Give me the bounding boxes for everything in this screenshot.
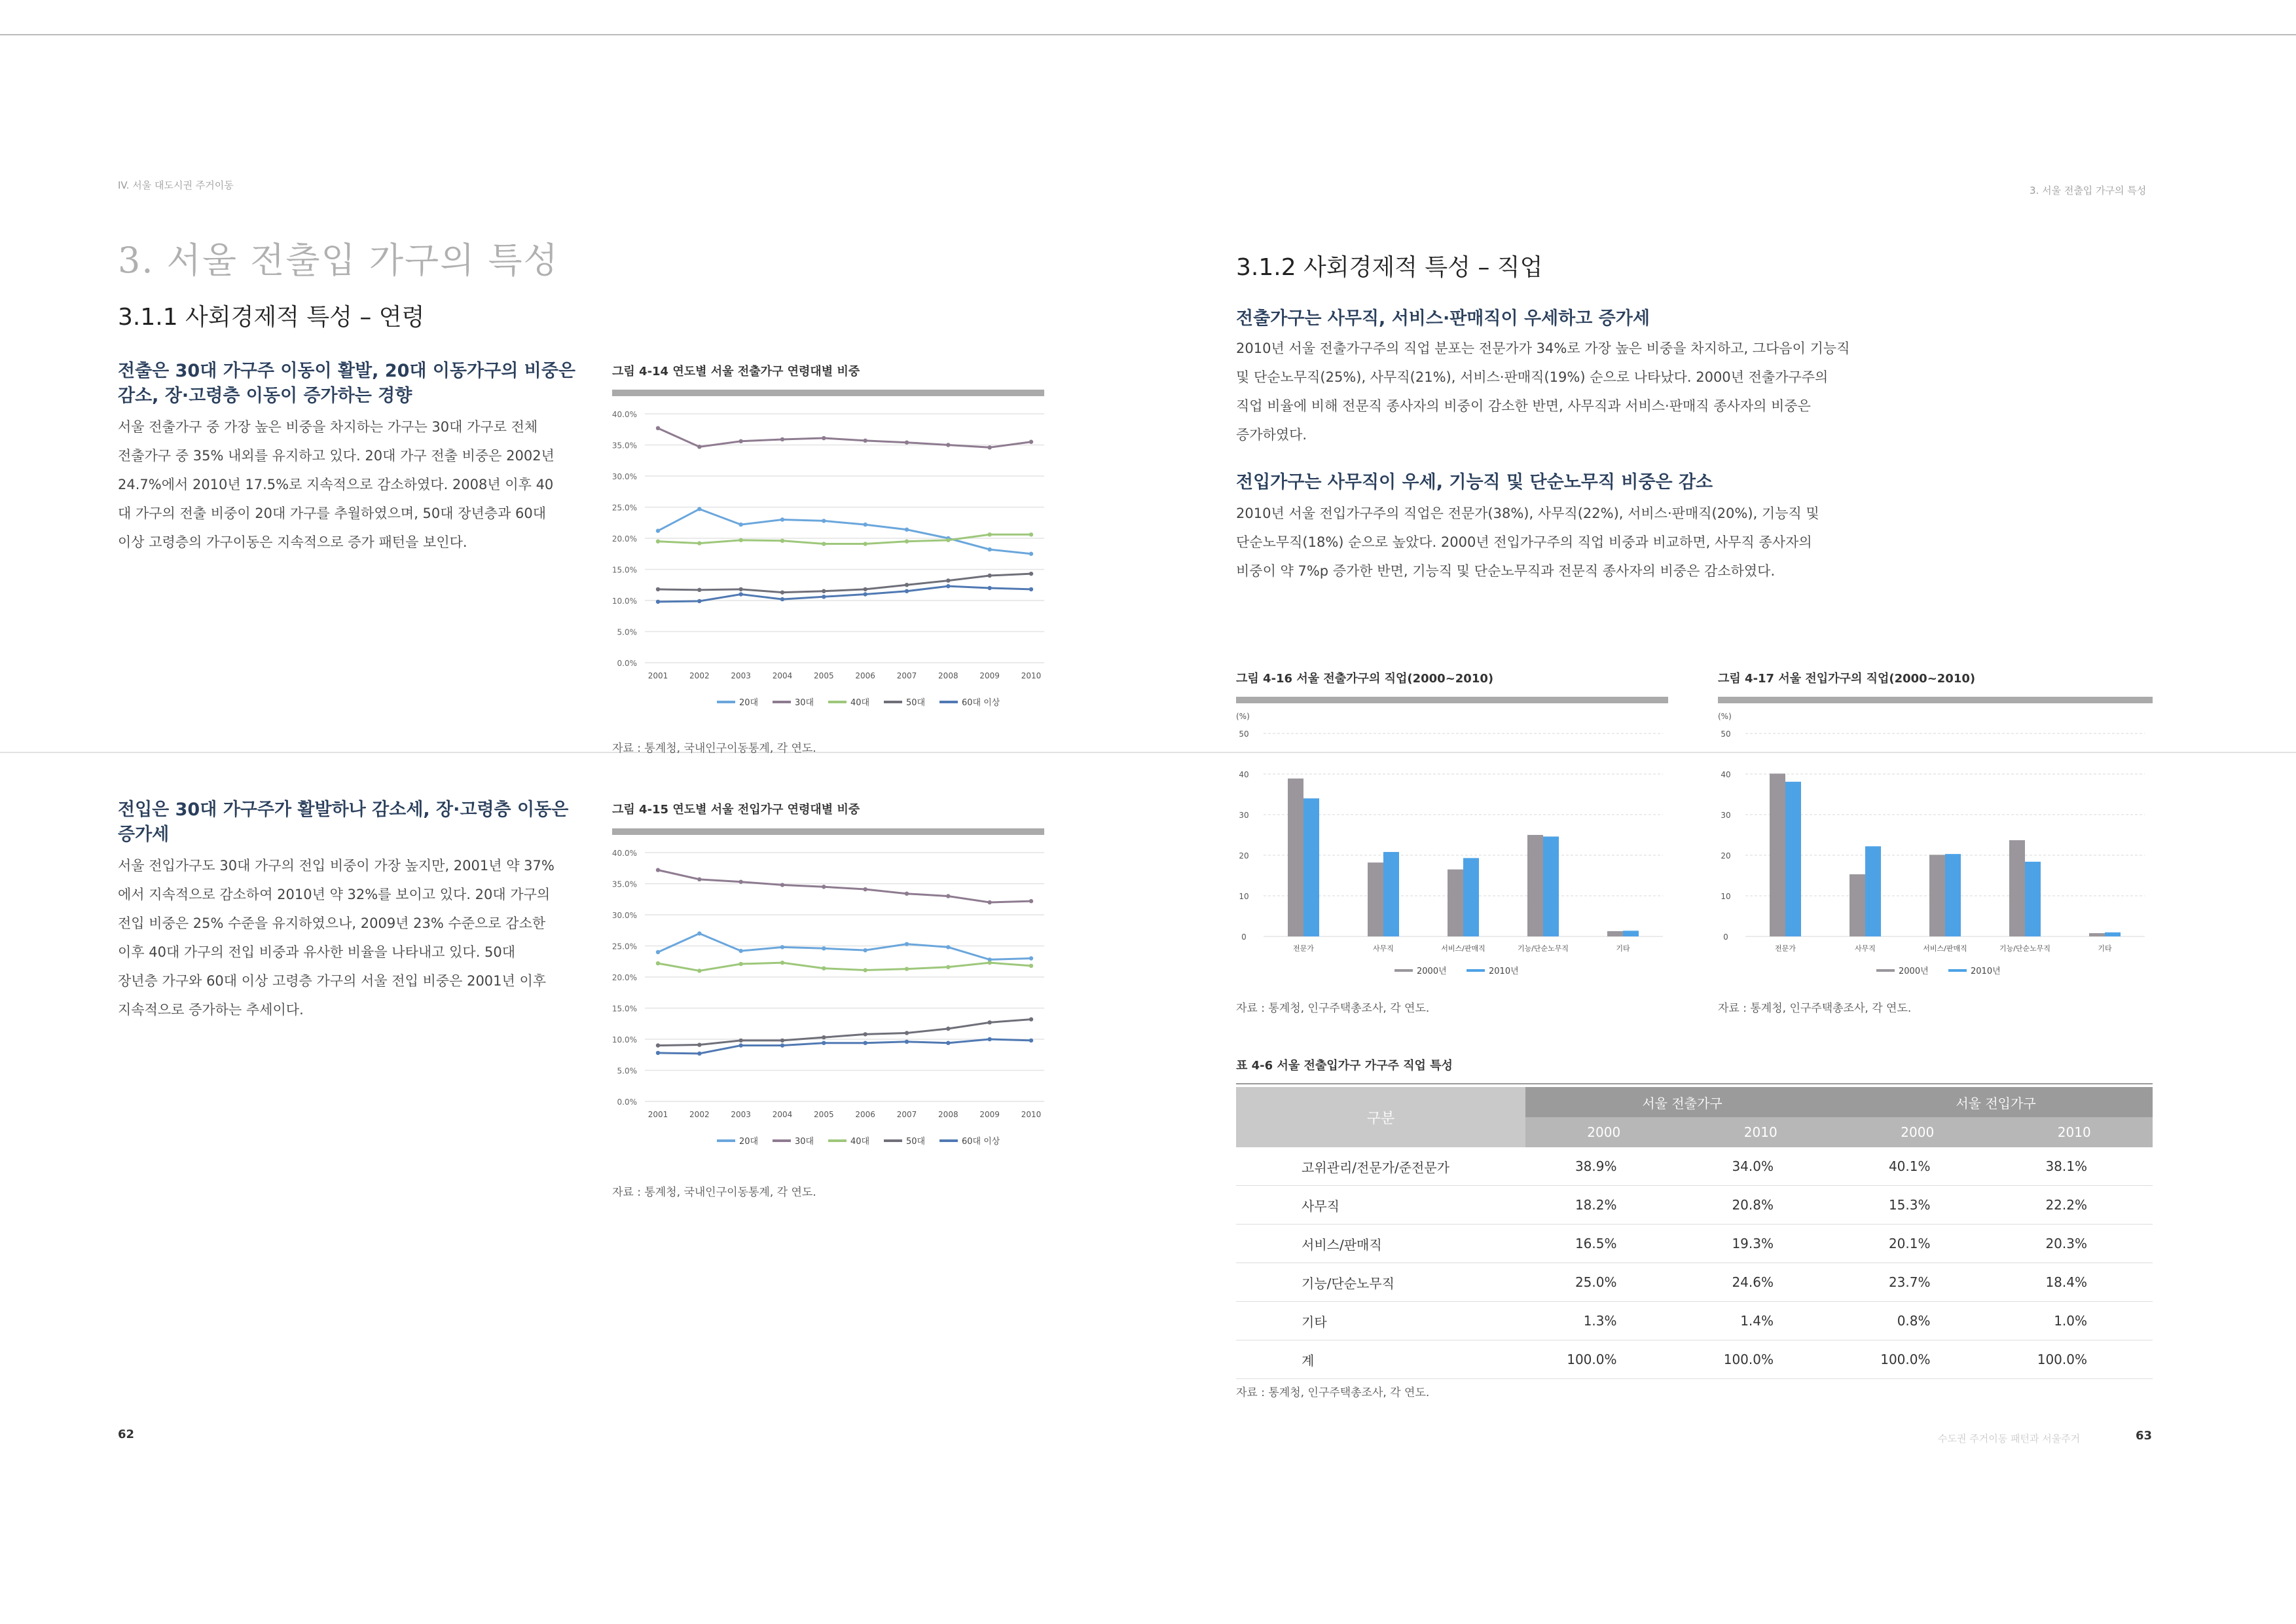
series-line-50대: [658, 1020, 1031, 1046]
cell: 19.3%: [1683, 1225, 1840, 1263]
fig-4-14-source: 자료 : 통계청, 국내인구이동통계, 각 연도.: [612, 742, 816, 755]
data-point: [822, 885, 826, 889]
data-point: [738, 962, 742, 966]
data-point: [946, 443, 950, 447]
right-page-number: 63: [2136, 1429, 2153, 1443]
table-corner-header: 구분: [1236, 1087, 1525, 1147]
y-tick-label: 0: [1723, 932, 1728, 942]
bar-2010년: [2025, 862, 2041, 936]
data-point: [780, 945, 784, 949]
bar-2010년: [1303, 798, 1319, 936]
data-point: [738, 879, 742, 883]
table-year-header: 2000: [1839, 1117, 1996, 1147]
data-point: [697, 931, 701, 935]
bar-2010년: [1383, 852, 1399, 936]
table-row: [1236, 1225, 2153, 1263]
legend-label: 40대: [850, 1137, 870, 1147]
cell: 20.1%: [1839, 1225, 1996, 1263]
bar-2010년: [1623, 931, 1639, 936]
data-point: [1029, 964, 1033, 968]
data-point: [780, 597, 784, 601]
legend-label: 2000년: [1417, 967, 1447, 976]
data-point: [780, 883, 784, 887]
data-point: [863, 523, 867, 526]
data-point: [738, 523, 742, 526]
x-tick-label: 2001: [647, 671, 668, 680]
y-tick-label: 30.0%: [611, 911, 637, 920]
data-point: [863, 439, 867, 443]
right-body-1: 2010년 서울 전출가구주의 직업 분포는 전문가가 34%로 가장 높은 비중을 차지하고, 그다음이 기능직 및 단순노무직(25%), 사무직(21%), 서비스·판매직(19%) 순으로 나타났다. 2000년 전출가구주의 직업 비율에 비해 전문직 종사자의 비중이 감소한 반면, 사무직과 서비스·판매직 종사자의 비중은 증가하였다.: [1236, 341, 1850, 443]
left-body-2: 서울 전입가구도 30대 가구의 전입 비중이 가장 높지만, 2001년 약 37% 에서 지속적으로 감소하여 2010년 약 32%를 보이고 있다. 20대 가구의 전입 비중은 25% 수준을 유지하였으나, 2009년 23% 수준으로 감소한 이후 40대 가구의 전입 비중과 유사한 비율을 나타내고 있다. 50대 장년층 가구와 60대 이상 고령층 가구의 서울 전입 비중은 2001년 이후 지속적으로 증가하는 추세이다.: [118, 858, 555, 1018]
right-body-2: 2010년 서울 전입가구주의 직업은 전문가(38%), 사무직(22%), 서비스·판매직(20%), 기능직 및 단순노무직(18%) 순으로 높았다. 2000년 전입가구주의 직업 비중과 비교하면, 사무직 종사자의 비중이 약 7%p 증가한 반면, 기능직 및 단순노무직과 전문직 종사자의 비중은 감소하였다.: [1236, 506, 1819, 579]
data-point: [697, 599, 701, 603]
table-row: [1236, 1186, 2153, 1225]
data-point: [863, 542, 867, 545]
fig-4-16-title: 그림 4-16 서울 전출가구의 직업(2000~2010): [1236, 672, 1494, 686]
data-point: [822, 1041, 826, 1045]
right-lead-2: 전입가구는 사무직이 우세, 기능직 및 단순노무직 비중은 감소: [1236, 472, 1713, 492]
cell: 40.1%: [1839, 1147, 1996, 1186]
y-tick-label: 10: [1239, 892, 1249, 901]
data-point: [946, 894, 950, 898]
series-line-30대: [658, 870, 1031, 902]
cell: 38.1%: [1996, 1147, 2153, 1186]
y-tick-label: 20.0%: [611, 973, 637, 982]
bar-2000년: [1448, 870, 1463, 936]
cell: 15.3%: [1839, 1186, 1996, 1225]
legend-label: 2010년: [1489, 967, 1519, 976]
y-tick-label: 5.0%: [617, 1066, 637, 1076]
y-tick-label: 10.0%: [611, 597, 637, 606]
data-point: [656, 950, 660, 954]
legend-label: 50대: [906, 1137, 926, 1147]
data-point: [656, 961, 660, 965]
cell: 100.0%: [1996, 1340, 2153, 1379]
table-year-header: 2010: [1683, 1117, 1840, 1147]
table-row: [1236, 1147, 2153, 1186]
legend-label: 30대: [795, 1137, 814, 1147]
cell: 1.4%: [1683, 1302, 1840, 1340]
bar-2000년: [2009, 840, 2025, 936]
data-point: [656, 1051, 660, 1055]
fig-4-15-rule: [612, 828, 1044, 835]
table-row: [1236, 1340, 2153, 1379]
x-tick-label: 2003: [731, 671, 751, 680]
y-tick-label: 40: [1721, 770, 1731, 779]
legend-label: 30대: [795, 698, 814, 708]
y-tick-label: 0.0%: [617, 1098, 637, 1107]
x-tick-label: 2006: [855, 671, 875, 680]
data-point: [780, 590, 784, 594]
data-point: [822, 542, 826, 545]
row-label: 기타: [1236, 1302, 1525, 1340]
y-tick-label: 50: [1721, 729, 1731, 739]
legend-label: 60대 이상: [962, 1137, 1000, 1147]
bar-2000년: [1850, 874, 1865, 936]
data-point: [905, 583, 909, 587]
y-tick-label: 30: [1239, 811, 1249, 820]
occupation-table: [1236, 1087, 2153, 1379]
y-axis-unit: (%): [1236, 712, 1250, 721]
bar-2000년: [1368, 862, 1383, 936]
bar-2010년: [1785, 782, 1801, 936]
legend-label: 2010년: [1971, 967, 2001, 976]
data-point: [697, 1052, 701, 1056]
data-point: [905, 441, 909, 445]
left-page-number: 62: [118, 1428, 135, 1441]
data-point: [987, 547, 991, 551]
series-line-60대 이상: [658, 1039, 1031, 1054]
fig-4-14-line-chart: [592, 401, 1051, 728]
data-point: [822, 595, 826, 599]
row-label: 고위관리/전문가/준전문가: [1236, 1147, 1525, 1186]
x-category-label: 사무직: [1373, 944, 1394, 953]
data-point: [987, 961, 991, 965]
cell: 34.0%: [1683, 1147, 1840, 1186]
fig-4-17-rule: [1718, 697, 2153, 703]
data-point: [822, 967, 826, 970]
legend-label: 40대: [850, 698, 870, 708]
left-lead-1: 전출은 30대 가구주 이동이 활발, 20대 이동가구의 비중은 감소, 장·고령층 이동이 증가하는 경향: [118, 361, 575, 406]
data-point: [656, 868, 660, 872]
data-point: [987, 1037, 991, 1041]
bar-2000년: [2089, 933, 2105, 936]
data-point: [780, 1043, 784, 1047]
series-line-60대 이상: [658, 586, 1031, 602]
right-footer-faint: 수도권 주거이동 패턴과 서울주거: [1938, 1433, 2081, 1445]
data-point: [822, 519, 826, 523]
legend-label: 20대: [739, 698, 759, 708]
y-tick-label: 35.0%: [611, 879, 637, 889]
data-point: [780, 961, 784, 965]
y-tick-label: 35.0%: [611, 441, 637, 451]
bar-2010년: [2105, 932, 2121, 936]
data-point: [738, 1039, 742, 1043]
data-point: [1029, 956, 1033, 960]
right-running-header: 3. 서울 전출입 가구의 특성: [2030, 185, 2147, 196]
cell: 100.0%: [1839, 1340, 1996, 1379]
data-point: [987, 445, 991, 449]
x-tick-label: 2003: [731, 1110, 751, 1119]
fig-4-14-title: 그림 4-14 연도별 서울 전출가구 연령대별 비중: [612, 365, 860, 378]
cell: 20.8%: [1683, 1186, 1840, 1225]
data-point: [863, 587, 867, 591]
fig-4-15-source: 자료 : 통계청, 국내인구이동통계, 각 연도.: [612, 1186, 816, 1199]
x-tick-label: 2007: [896, 1110, 917, 1119]
x-tick-label: 2006: [855, 1110, 875, 1119]
data-point: [1029, 572, 1033, 576]
data-point: [1029, 1039, 1033, 1043]
data-point: [780, 539, 784, 543]
data-point: [780, 1039, 784, 1043]
x-tick-label: 2002: [689, 1110, 710, 1119]
y-tick-label: 15.0%: [611, 1004, 637, 1014]
fig-4-16-bar-chart: [1231, 707, 1676, 989]
cell: 24.6%: [1683, 1263, 1840, 1302]
data-point: [822, 589, 826, 593]
series-line-20대: [658, 509, 1031, 553]
cell: 20.3%: [1996, 1225, 2153, 1263]
cell: 25.0%: [1525, 1263, 1683, 1302]
data-point: [1029, 552, 1033, 556]
row-label: 계: [1236, 1340, 1525, 1379]
row-label: 사무직: [1236, 1186, 1525, 1225]
series-line-40대: [658, 534, 1031, 544]
data-point: [863, 948, 867, 952]
cell: 0.8%: [1839, 1302, 1996, 1340]
data-point: [697, 877, 701, 881]
cell: 100.0%: [1525, 1340, 1683, 1379]
data-point: [738, 1043, 742, 1047]
table-top-rule: [1236, 1083, 2153, 1084]
data-point: [697, 445, 701, 449]
fig-4-17-source: 자료 : 통계청, 인구주택총조사, 각 연도.: [1718, 1002, 1912, 1015]
y-tick-label: 0.0%: [617, 659, 637, 668]
data-point: [780, 437, 784, 441]
data-point: [656, 587, 660, 591]
data-point: [697, 969, 701, 972]
bar-2010년: [1543, 836, 1559, 936]
data-point: [697, 1043, 701, 1046]
data-point: [738, 592, 742, 596]
data-point: [905, 1040, 909, 1044]
fig-4-15-line-chart: [592, 840, 1051, 1167]
x-tick-label: 2004: [772, 671, 793, 680]
series-line-20대: [658, 934, 1031, 960]
x-tick-label: 2002: [689, 671, 710, 680]
data-point: [987, 532, 991, 536]
data-point: [780, 517, 784, 521]
data-point: [656, 600, 660, 604]
data-point: [863, 592, 867, 596]
cell: 18.2%: [1525, 1186, 1683, 1225]
data-point: [905, 942, 909, 946]
data-point: [1029, 440, 1033, 444]
table-row: [1236, 1263, 2153, 1302]
data-point: [946, 1041, 950, 1045]
x-category-label: 전문가: [1293, 944, 1314, 953]
data-point: [946, 584, 950, 588]
fig-4-16-source: 자료 : 통계청, 인구주택총조사, 각 연도.: [1236, 1002, 1430, 1015]
cell: 100.0%: [1683, 1340, 1840, 1379]
right-lead-1: 전출가구는 사무직, 서비스·판매직이 우세하고 증가세: [1236, 308, 1650, 329]
x-tick-label: 2005: [814, 1110, 834, 1119]
row-label: 기능/단순노무직: [1236, 1263, 1525, 1302]
legend-label: 60대 이상: [962, 698, 1000, 708]
y-tick-label: 20: [1239, 851, 1249, 860]
data-point: [987, 586, 991, 590]
top-border: [0, 34, 2296, 35]
x-tick-label: 2009: [979, 671, 1000, 680]
data-point: [738, 439, 742, 443]
y-tick-label: 10.0%: [611, 1035, 637, 1044]
data-point: [987, 900, 991, 904]
y-tick-label: 40: [1239, 770, 1249, 779]
fig-4-17-title: 그림 4-17 서울 전입가구의 직업(2000~2010): [1718, 672, 1976, 686]
y-axis-unit: (%): [1718, 712, 1732, 721]
y-tick-label: 15.0%: [611, 565, 637, 575]
table-group-outflow: 서울 전출가구: [1525, 1087, 1839, 1117]
table-4-6-title: 표 4-6 서울 전출입가구 가구주 직업 특성: [1236, 1059, 1453, 1073]
cell: 38.9%: [1525, 1147, 1683, 1186]
data-point: [905, 967, 909, 970]
data-point: [822, 946, 826, 950]
y-tick-label: 25.0%: [611, 942, 637, 951]
x-tick-label: 2005: [814, 671, 834, 680]
bar-2010년: [1865, 846, 1881, 936]
x-tick-label: 2007: [896, 671, 917, 680]
x-tick-label: 2001: [647, 1110, 668, 1119]
bar-2000년: [1607, 931, 1623, 936]
cell: 1.3%: [1525, 1302, 1683, 1340]
x-tick-label: 2004: [772, 1110, 793, 1119]
data-point: [822, 1035, 826, 1039]
y-tick-label: 0: [1241, 932, 1247, 942]
bar-2010년: [1945, 854, 1961, 936]
left-lead-2: 전입은 30대 가구주가 활발하나 감소세, 장·고령층 이동은 증가세: [118, 800, 569, 845]
fig-4-16-rule: [1236, 697, 1668, 703]
data-point: [905, 589, 909, 593]
data-point: [946, 965, 950, 969]
fig-4-15-title: 그림 4-15 연도별 서울 전입가구 연령대별 비중: [612, 803, 860, 817]
cell: 18.4%: [1996, 1263, 2153, 1302]
y-tick-label: 50: [1239, 729, 1249, 739]
data-point: [738, 949, 742, 953]
table-group-inflow: 서울 전입가구: [1839, 1087, 2153, 1117]
data-point: [863, 887, 867, 891]
legend-label: 2000년: [1899, 967, 1929, 976]
cell: 22.2%: [1996, 1186, 2153, 1225]
data-point: [946, 945, 950, 949]
data-point: [656, 540, 660, 544]
table-year-header: 2010: [1996, 1117, 2153, 1147]
y-tick-label: 10: [1721, 892, 1731, 901]
data-point: [863, 1032, 867, 1036]
x-category-label: 기능/단순노무직: [1517, 944, 1569, 953]
x-category-label: 서비스/판매직: [1923, 944, 1967, 953]
data-point: [863, 968, 867, 972]
data-point: [905, 540, 909, 544]
x-tick-label: 2009: [979, 1110, 1000, 1119]
chapter-title: 3. 서울 전출입 가구의 특성: [118, 240, 559, 281]
x-category-label: 서비스/판매직: [1441, 944, 1485, 953]
data-point: [738, 538, 742, 542]
data-point: [946, 538, 950, 542]
data-point: [1029, 1017, 1033, 1021]
data-point: [822, 436, 826, 440]
y-tick-label: 20: [1721, 851, 1731, 860]
x-tick-label: 2008: [938, 1110, 958, 1119]
table-year-header: 2000: [1525, 1117, 1683, 1147]
x-category-label: 기능/단순노무직: [1999, 944, 2051, 953]
series-line-50대: [658, 574, 1031, 593]
x-tick-label: 2008: [938, 671, 958, 680]
data-point: [946, 1027, 950, 1031]
y-tick-label: 5.0%: [617, 627, 637, 637]
data-point: [697, 507, 701, 511]
legend-label: 20대: [739, 1137, 759, 1147]
cell: 16.5%: [1525, 1225, 1683, 1263]
x-category-label: 사무직: [1855, 944, 1876, 953]
bar-2000년: [1929, 855, 1945, 936]
y-tick-label: 30: [1721, 811, 1731, 820]
data-point: [987, 574, 991, 578]
data-point: [1029, 532, 1033, 536]
bar-2010년: [1463, 858, 1479, 936]
bar-2000년: [1288, 779, 1303, 936]
fig-4-14-rule: [612, 390, 1044, 396]
fig-4-17-bar-chart: [1713, 707, 2158, 989]
x-category-label: 기타: [1616, 944, 1630, 953]
data-point: [697, 588, 701, 592]
left-running-header: IV. 서울 대도시권 주거이동: [118, 179, 234, 191]
row-label: 서비스/판매직: [1236, 1225, 1525, 1263]
x-category-label: 전문가: [1775, 944, 1796, 953]
data-point: [1029, 587, 1033, 591]
legend-label: 50대: [906, 698, 926, 708]
section-title-age: 3.1.1 사회경제적 특성 – 연령: [118, 304, 425, 331]
table-source: 자료 : 통계청, 인구주택총조사, 각 연도.: [1236, 1386, 1430, 1399]
cell: 23.7%: [1839, 1263, 1996, 1302]
data-point: [656, 1043, 660, 1047]
series-line-40대: [658, 963, 1031, 970]
table-row: [1236, 1302, 2153, 1340]
y-tick-label: 20.0%: [611, 534, 637, 544]
left-body-1: 서울 전출가구 중 가장 높은 비중을 차지하는 가구는 30대 가구로 전체 전출가구 중 35% 내외를 유지하고 있다. 20대 가구 전출 비중은 2002년 24.7%에서 2010년 17.5%로 지속적으로 감소하였다. 2008년 이후 40 대 가구의 전출 비중이 20대 가구를 추월하였으며, 50대 장년층과 60대 이상 고령층의 가구이동은 지속적으로 증가 패턴을 보인다.: [118, 419, 555, 550]
data-point: [946, 578, 950, 582]
data-point: [1029, 899, 1033, 903]
data-point: [905, 528, 909, 532]
data-point: [905, 892, 909, 896]
data-point: [656, 528, 660, 532]
data-point: [697, 541, 701, 545]
bar-2000년: [1527, 835, 1543, 936]
x-category-label: 기타: [2098, 944, 2112, 953]
data-point: [656, 426, 660, 430]
data-point: [987, 1020, 991, 1024]
x-tick-label: 2010: [1021, 1110, 1042, 1119]
data-point: [905, 1031, 909, 1035]
y-tick-label: 25.0%: [611, 503, 637, 513]
cell: 1.0%: [1996, 1302, 2153, 1340]
y-tick-label: 40.0%: [611, 849, 637, 858]
y-tick-label: 30.0%: [611, 472, 637, 481]
section-title-occupation: 3.1.2 사회경제적 특성 – 직업: [1236, 254, 1543, 281]
data-point: [863, 1041, 867, 1045]
bar-2000년: [1770, 773, 1785, 936]
x-tick-label: 2010: [1021, 671, 1042, 680]
data-point: [738, 587, 742, 591]
y-tick-label: 40.0%: [611, 410, 637, 419]
